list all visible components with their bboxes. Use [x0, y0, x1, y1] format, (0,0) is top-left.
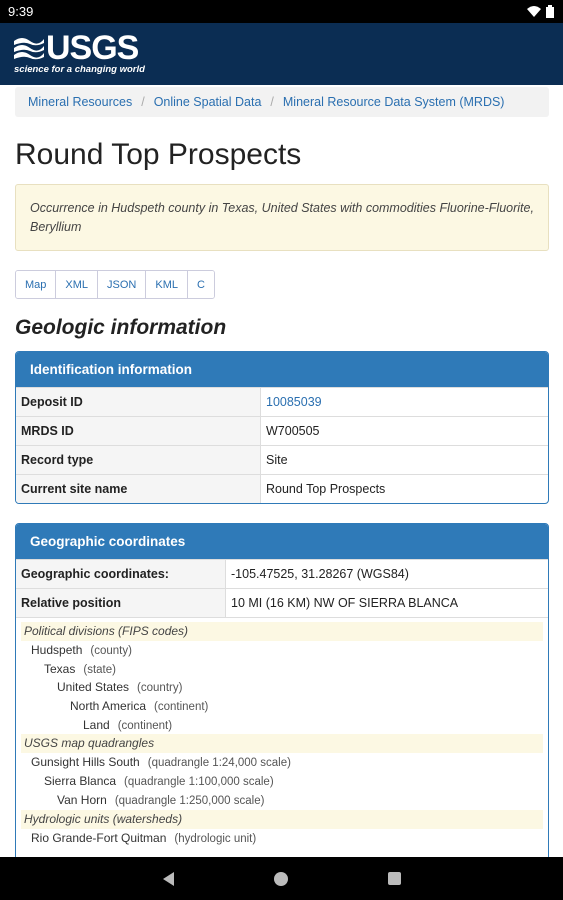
status-bar — [0, 0, 563, 23]
back-icon[interactable] — [163, 872, 174, 886]
section-title: Geologic information — [15, 316, 227, 339]
breadcrumb — [15, 87, 549, 117]
format-button-group — [15, 270, 215, 299]
row-key: Current site name — [16, 475, 261, 503]
c-button[interactable]: C — [188, 271, 214, 298]
wifi-icon — [527, 6, 541, 17]
xml-button[interactable]: XML — [56, 271, 98, 298]
usgs-wave-icon — [14, 33, 44, 63]
row-value — [261, 388, 322, 416]
table-row — [16, 445, 548, 474]
recent-apps-icon[interactable] — [388, 872, 401, 885]
map-button[interactable]: Map — [16, 271, 56, 298]
breadcrumb-separator: / — [141, 95, 145, 109]
list-item: Land (continent) — [83, 717, 173, 732]
kml-button[interactable]: KML — [146, 271, 188, 298]
row-key: Relative position — [16, 589, 226, 617]
row-value: 10 MI (16 KM) NW OF SIERRA BLANCA — [231, 596, 459, 610]
summary-box: Occurrence in Hudspeth county in Texas, United States with commodities Fluorine-Fluorite, Beryllium — [15, 184, 549, 251]
row-key: Geographic coordinates: — [16, 560, 226, 588]
deposit-id-link[interactable]: 10085039 — [266, 395, 322, 409]
list-item: Gunsight Hills South (quadrangle 1:24,000 scale) — [31, 755, 291, 770]
breadcrumb-separator: / — [270, 95, 274, 109]
breadcrumb-mineral-resources[interactable]: Mineral Resources — [28, 95, 133, 109]
row-value: Round Top Prospects — [266, 482, 386, 496]
table-row — [16, 387, 548, 416]
status-icons — [527, 5, 554, 18]
page-title: Round Top Prospects — [15, 138, 302, 171]
list-item: Sierra Blanca (quadrangle 1:100,000 scale) — [44, 774, 274, 789]
battery-icon — [546, 5, 554, 18]
political-divisions-heading: Political divisions (FIPS codes) — [21, 622, 543, 641]
usgs-logo[interactable] — [14, 29, 145, 77]
table-row — [16, 559, 548, 588]
breadcrumb-online-spatial-data[interactable]: Online Spatial Data — [153, 95, 262, 109]
navigation-bar — [0, 857, 563, 900]
json-button[interactable]: JSON — [98, 271, 146, 298]
geographic-panel — [15, 523, 549, 883]
table-row — [16, 416, 548, 445]
row-key: MRDS ID — [16, 417, 261, 445]
row-value: W700505 — [266, 424, 320, 438]
identification-panel — [15, 351, 549, 504]
row-value: -105.47525, 31.28267 (WGS84) — [231, 567, 409, 581]
list-item: North America (continent) — [70, 699, 209, 714]
table-row — [16, 588, 548, 617]
list-item: Van Horn (quadrangle 1:250,000 scale) — [57, 792, 265, 807]
list-item: Hudspeth (county) — [31, 643, 132, 657]
list-item: United States (country) — [57, 680, 183, 695]
site-header — [0, 23, 563, 85]
hydrologic-units-heading: Hydrologic units (watersheds) — [21, 810, 543, 829]
breadcrumb-mrds[interactable]: Mineral Resource Data System (MRDS) — [282, 95, 505, 109]
row-value: Site — [266, 453, 288, 467]
panel-heading: Identification information — [16, 352, 548, 387]
home-icon[interactable] — [274, 872, 288, 886]
panel-heading: Geographic coordinates — [16, 524, 548, 559]
list-item: Rio Grande-Fort Quitman (hydrologic unit) — [31, 830, 257, 845]
row-key: Deposit ID — [16, 388, 261, 416]
table-row — [16, 474, 548, 503]
map-quadrangles-heading: USGS map quadrangles — [21, 734, 543, 753]
status-time: 9:39 — [8, 4, 34, 19]
list-item: Texas (state) — [44, 661, 116, 676]
logo-tagline: science for a changing world — [14, 64, 145, 75]
row-key: Record type — [16, 446, 261, 474]
location-tree — [16, 617, 548, 847]
logo-text: USGS — [46, 29, 139, 67]
